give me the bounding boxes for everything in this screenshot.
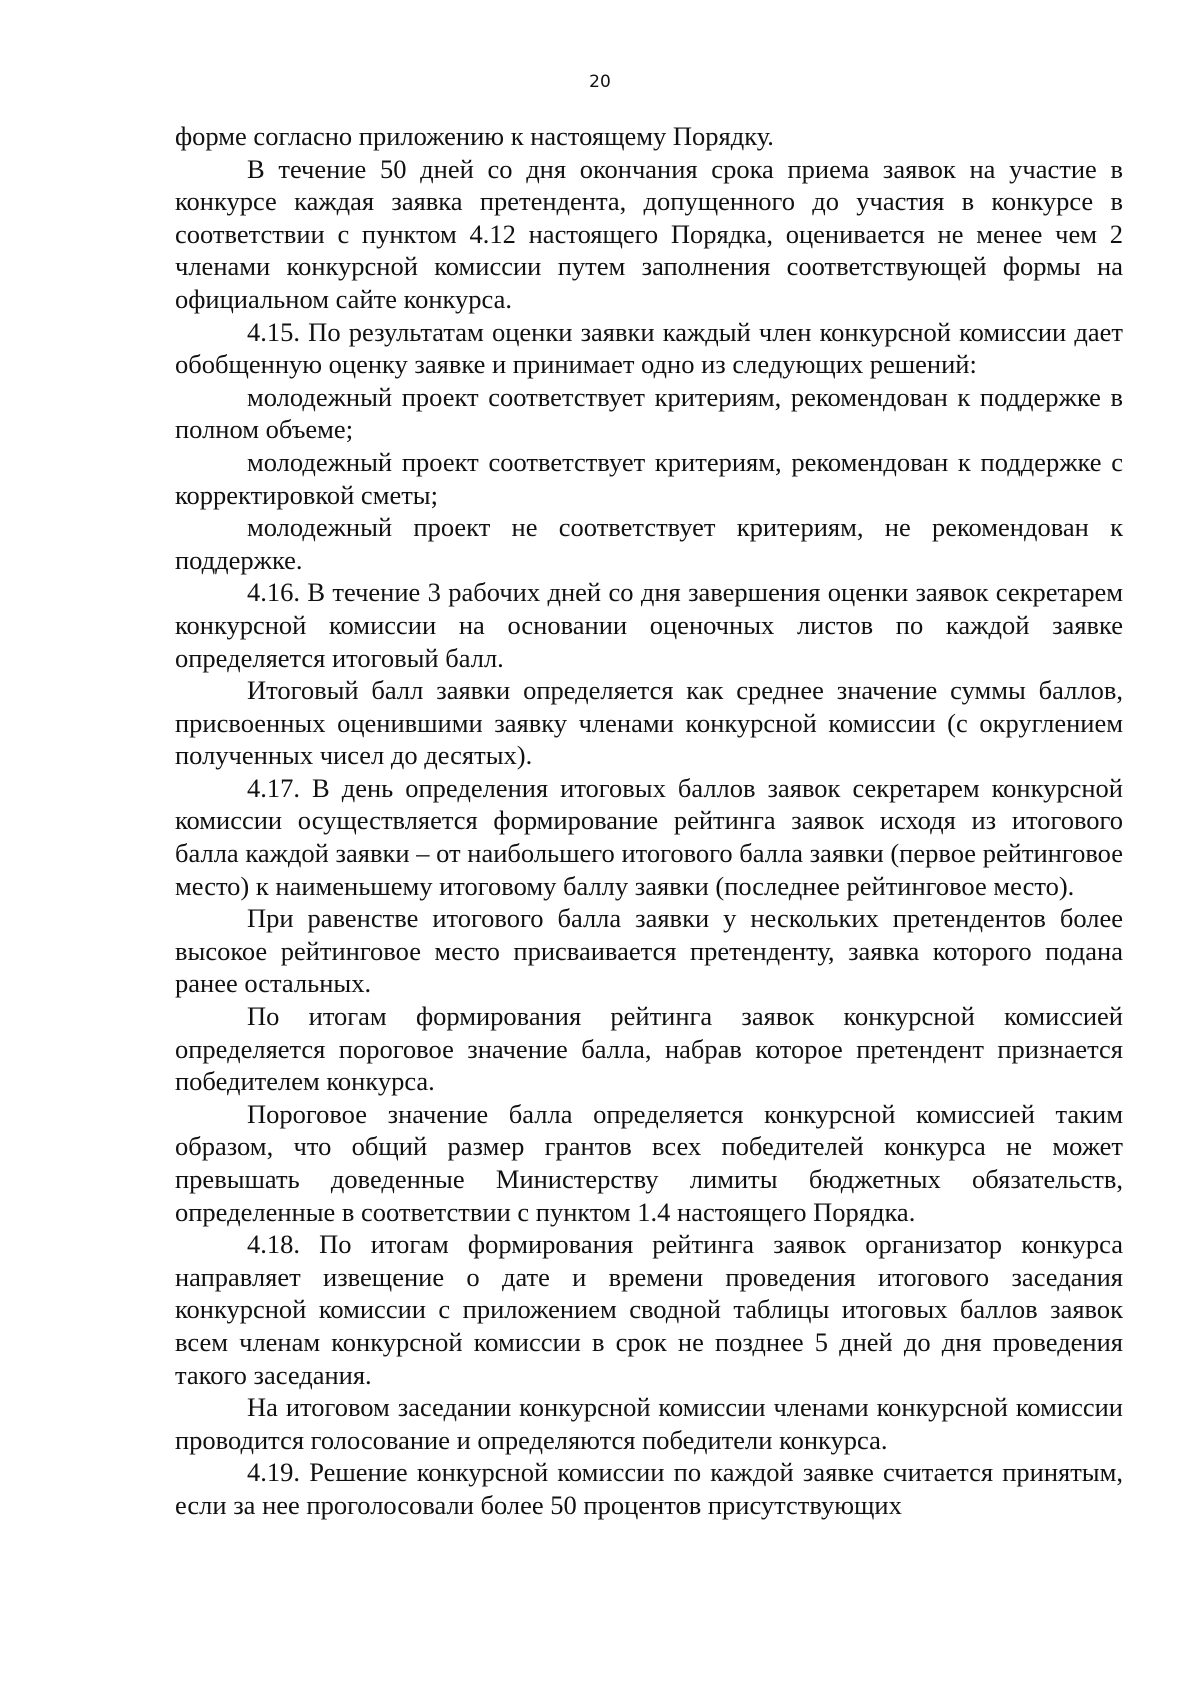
- document-body: [175, 120, 1123, 1522]
- paragraph-decision-adjusted-support: молодежный проект соответствует критериям, рекомендован к поддержке с корректировкой сметы;: [175, 446, 1123, 510]
- paragraph-final-score: Итоговый балл заявки определяется как среднее значение суммы баллов, присвоенных оценившими заявку членами конкурсной комиссии (с округлением полученных чисел до десятых).: [175, 675, 1123, 771]
- paragraph-decision-not-recommended: молодежный проект не соответствует критериям, не рекомендован к поддержке.: [175, 512, 1123, 575]
- paragraph-continuation: форме согласно приложению к настоящему Порядку.: [175, 121, 774, 151]
- page-number: 20: [589, 72, 611, 92]
- paragraph-threshold: По итогам формирования рейтинга заявок конкурсной комиссией определяется пороговое значение балла, набрав которое претендент признается победителем конкурса.: [175, 1001, 1123, 1097]
- paragraph-evaluation-period: В течение 50 дней со дня окончания срока приема заявок на участие в конкурсе каждая заявка претендента, допущенного до участия в конкурсе в соответствии с пунктом 4.12 настоящего Порядка, оценивается не менее чем 2 членами конкурсной комиссии путем заполнения соответствующей формы на официальном сайте конкурса.: [175, 153, 1123, 314]
- paragraph-final-meeting: На итоговом заседании конкурсной комиссии членами конкурсной комиссии проводится голосование и определяются победители конкурса.: [175, 1392, 1123, 1455]
- paragraph-tie-rule: При равенстве итогового балла заявки у нескольких претендентов более высокое рейтинговое место присваивается претенденту, заявка которого подана ранее остальных.: [175, 903, 1123, 999]
- paragraph-4-15: 4.15. По результатам оценки заявки каждый член конкурсной комиссии дает обобщенную оценку заявке и принимает одно из следующих решений:: [175, 316, 1123, 380]
- paragraph-4-17: 4.17. В день определения итоговых баллов заявок секретарем конкурсной комиссии осуществляется формирование рейтинга заявок исходя из итогового балла каждой заявки – от наибольшего итогового балла заявки (первое рейтинговое место) к наименьшему итоговому баллу заявки (последнее рейтинговое место).: [175, 772, 1123, 901]
- paragraph-threshold-definition: Пороговое значение балла определяется конкурсной комиссией таким образом, что общий размер грантов всех победителей конкурса не может превышать доведенные Министерству лимиты бюджетных обязательств, определенные в соответствии с пунктом 1.4 настоящего Порядка.: [175, 1098, 1123, 1227]
- paragraph-4-16: 4.16. В течение 3 рабочих дней со дня завершения оценки заявок секретарем конкурсной комиссии на основании оценочных листов по каждой заявке определяется итоговый балл.: [175, 577, 1123, 673]
- paragraph-4-19: 4.19. Решение конкурсной комиссии по каждой заявке считается принятым, если за нее проголосовали более 50 процентов присутствующих: [175, 1457, 1123, 1520]
- paragraph-4-18: 4.18. По итогам формирования рейтинга заявок организатор конкурса направляет извещение о дате и времени проведения итогового заседания конкурсной комиссии с приложением сводной таблицы итоговых баллов заявок всем членам конкурсной комиссии в срок не позднее 5 дней до дня проведения такого заседания.: [175, 1229, 1123, 1390]
- paragraph-decision-full-support: молодежный проект соответствует критериям, рекомендован к поддержке в полном объеме;: [175, 381, 1123, 445]
